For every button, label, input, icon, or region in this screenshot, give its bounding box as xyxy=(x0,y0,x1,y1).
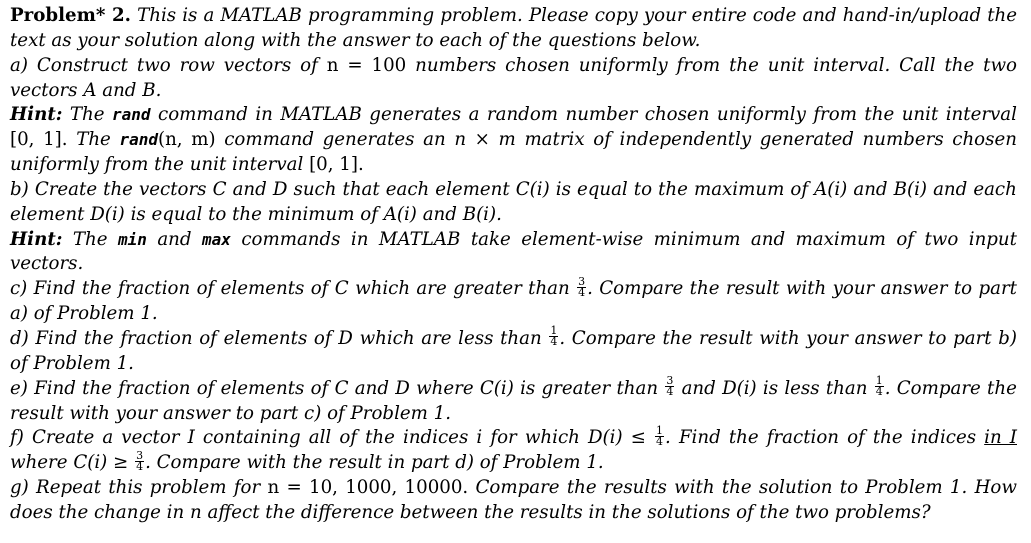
fraction xyxy=(577,274,586,299)
hint-2-label: Hint: xyxy=(10,228,63,250)
var-a: A xyxy=(83,79,97,101)
math-expr: D(i) xyxy=(90,203,125,225)
fraction xyxy=(135,448,144,473)
fraction-numerator: 3 xyxy=(666,374,674,388)
part-g-text: affect the difference between the results in the solutions of the two problems? xyxy=(207,501,931,523)
underlined-in-i: in I xyxy=(984,427,1017,449)
math-expr: B(i) xyxy=(893,178,927,200)
hint-1-text: command in MATLAB generates a random number chosen uniformly from the unit interval xyxy=(158,104,1017,126)
part-c xyxy=(10,274,1017,327)
math-expr: B(i). xyxy=(462,203,502,225)
part-b-text: and xyxy=(853,178,888,200)
part-f-text: . Find the fraction of the indices xyxy=(665,427,977,449)
part-f-text: Create a vector xyxy=(31,427,180,449)
part-g-label: g) xyxy=(10,477,29,499)
fraction-denominator: 4 xyxy=(578,285,586,299)
cmd-rand: rand xyxy=(112,105,151,125)
hint-1-label: Hint: xyxy=(10,104,63,126)
var-c: C xyxy=(334,377,349,399)
part-a-text: Construct two row vectors of xyxy=(36,54,318,76)
part-d-text: which are less than xyxy=(359,327,542,349)
part-c-text: . Compare the result with your answer to part a) of Problem 1. xyxy=(10,278,1017,325)
part-b-text: and each element xyxy=(10,178,1017,225)
problem-intro-text: This is a MATLAB programming problem. Please copy your entire code and hand-in/upload the text as your solution along with the answer to each of the questions below. xyxy=(10,5,1017,51)
part-e-text: and xyxy=(354,377,389,399)
fraction-denominator: 4 xyxy=(656,434,664,448)
part-f-label: f) xyxy=(10,427,24,449)
part-a xyxy=(10,54,1017,104)
part-e-text: is less than xyxy=(762,377,868,399)
hint-1-text: matrix of independently generated numbers chosen uniformly from the unit interval xyxy=(10,129,1017,176)
math-expr: D(i) ≤ xyxy=(587,427,646,449)
cmd-min: min xyxy=(117,229,147,249)
hint-1-text: command generates an xyxy=(224,129,446,151)
fraction-numerator: 3 xyxy=(578,274,586,288)
var-d: D xyxy=(338,327,353,349)
fraction xyxy=(665,376,674,397)
cmd-args: (n, m) xyxy=(157,129,216,151)
part-f-text: containing all of the indices xyxy=(202,427,469,449)
part-b-text: such that each element xyxy=(293,178,510,200)
hint-2-text: commands in MATLAB take element-wise minimum and maximum of two input vectors. xyxy=(10,228,1017,275)
part-f xyxy=(10,423,1017,476)
interval: [0, 1]. xyxy=(10,129,68,151)
var-index: i xyxy=(476,427,483,449)
math-expr: C(i) xyxy=(479,377,514,399)
math-expr: C(i) ≥ xyxy=(73,452,129,474)
math-expr: A(i) xyxy=(814,178,848,200)
part-d-label: d) xyxy=(10,327,29,349)
part-f-text: for which xyxy=(490,427,580,449)
fraction-numerator: 3 xyxy=(136,448,144,462)
part-d-text: . Compare the result with your answer to part b) of Problem 1. xyxy=(10,327,1017,374)
part-g-text: Compare the results with the solution to Problem 1. How does the change in xyxy=(10,477,1017,523)
fraction-denominator: 4 xyxy=(550,335,558,349)
var-c: C xyxy=(212,178,227,200)
var-c: C xyxy=(334,278,349,300)
part-e-label: e) xyxy=(10,377,28,399)
matrix-dims: n × m xyxy=(454,129,516,151)
fraction-denominator: 4 xyxy=(875,385,883,399)
var-n: n xyxy=(190,501,202,523)
var-i: I xyxy=(187,427,195,449)
part-e xyxy=(10,374,1017,427)
fraction-numerator: 1 xyxy=(656,423,664,437)
math-expr: A(i) xyxy=(383,203,417,225)
fraction xyxy=(549,326,558,347)
part-b xyxy=(10,178,1017,228)
hint-2 xyxy=(10,228,1017,278)
part-g xyxy=(10,476,1017,526)
var-b: B. xyxy=(142,79,162,101)
part-a-text: and xyxy=(102,79,137,101)
var-d: D xyxy=(272,178,288,200)
part-a-text: numbers chosen uniformly from the unit interval. Call the two vectors xyxy=(10,54,1017,101)
part-b-label: b) xyxy=(10,178,29,200)
fraction xyxy=(875,376,884,397)
part-c-label: c) xyxy=(10,278,28,300)
math-expr: n = 10, 1000, 10000. xyxy=(267,477,469,499)
hint-2-text: and xyxy=(157,228,192,250)
part-b-text: and xyxy=(422,203,457,225)
problem-intro xyxy=(10,4,1017,54)
cmd-max: max xyxy=(201,229,231,249)
part-b-text: Create the vectors xyxy=(34,178,207,200)
part-b-text: is equal to the maximum of xyxy=(555,178,809,200)
problem-label: Problem* 2. xyxy=(10,5,131,26)
part-c-text: which are greater than xyxy=(355,278,570,300)
hint-1 xyxy=(10,103,1017,178)
part-e-text: and xyxy=(681,377,716,399)
fraction-numerator: 1 xyxy=(550,324,558,338)
part-c-text: Find the fraction of elements of xyxy=(33,278,329,300)
part-e-text: where xyxy=(416,377,474,399)
hint-1-text: The xyxy=(76,129,111,151)
cmd-rand: rand xyxy=(119,130,158,150)
fraction-denominator: 4 xyxy=(136,459,144,473)
fraction-numerator: 1 xyxy=(875,374,883,388)
part-a-label: a) xyxy=(10,54,28,76)
hint-1-text: The xyxy=(69,104,105,126)
math-expr: D(i) xyxy=(722,377,757,399)
part-f-text: where xyxy=(10,452,68,474)
hint-2-text: The xyxy=(72,228,108,250)
part-d-text: Find the fraction of elements of xyxy=(35,327,332,349)
math-expr: C(i) xyxy=(515,178,550,200)
part-a-math: n = 100 xyxy=(326,54,407,76)
part-g-text: Repeat this problem for xyxy=(36,477,261,499)
part-f-text: . Compare with the result in part d) of Problem 1. xyxy=(145,452,604,474)
interval: [0, 1]. xyxy=(309,154,364,176)
part-e-text: . Compare the result with your answer to part c) of Problem 1. xyxy=(10,377,1017,424)
part-b-text: and xyxy=(232,178,267,200)
part-b-text: is equal to the minimum of xyxy=(130,203,378,225)
part-d xyxy=(10,324,1017,377)
part-e-text: is greater than xyxy=(520,377,659,399)
var-d: D xyxy=(395,377,410,399)
fraction xyxy=(655,423,664,448)
fraction-denominator: 4 xyxy=(666,385,674,399)
part-e-text: Find the fraction of elements of xyxy=(34,377,329,399)
